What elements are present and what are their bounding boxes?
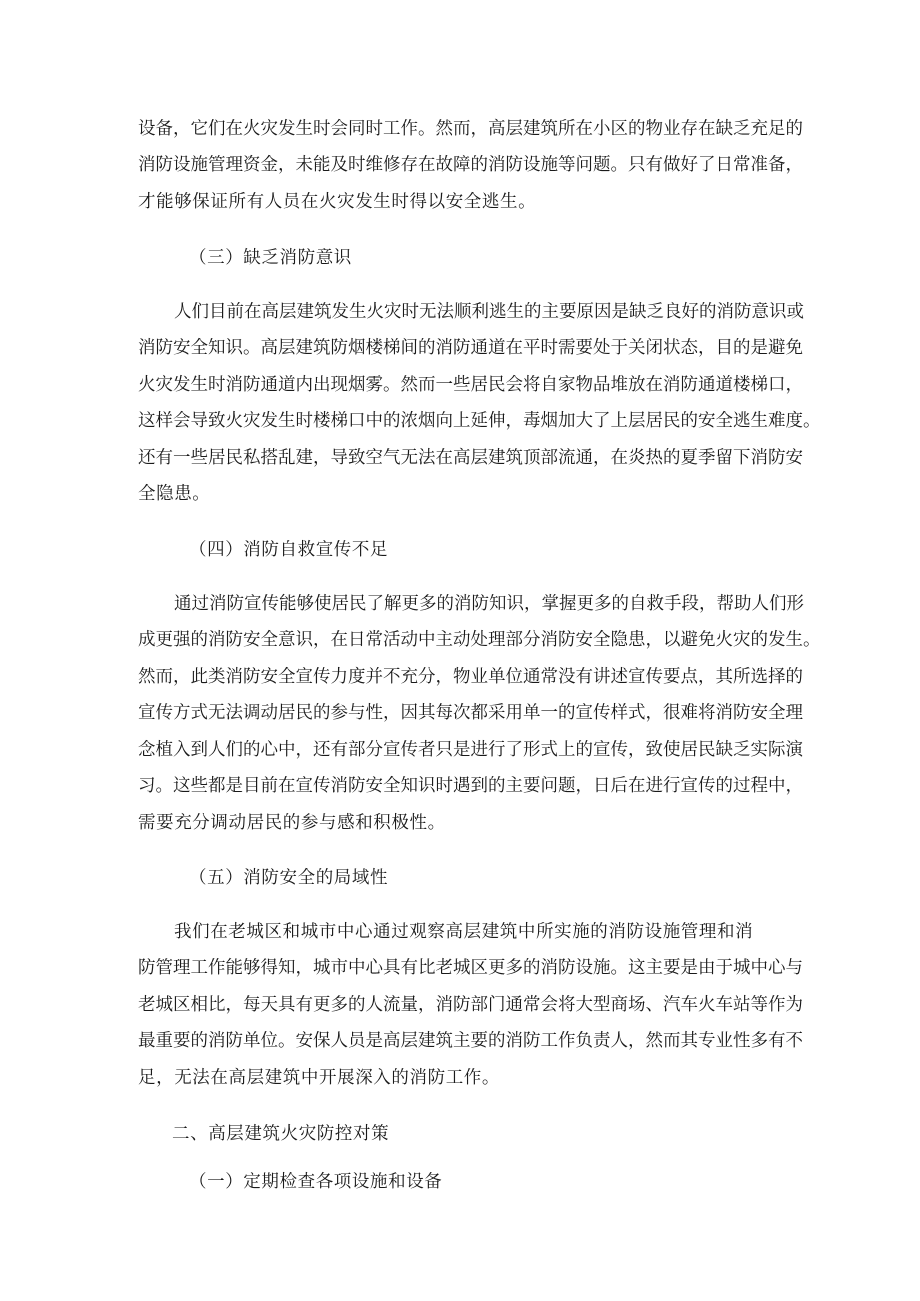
- paragraph-line: 这样会导致火灾发生时楼梯口中的浓烟向上延伸，毒烟加大了上层居民的安全逃生难度。: [138, 411, 821, 431]
- paragraph-line: 全隐患。: [138, 484, 211, 504]
- section-heading-5: （五）消防安全的局域性: [189, 868, 389, 888]
- paragraph-line: 还有一些居民私搭乱建，导致空气无法在高层建筑顶部流通，在炎热的夏季留下消防安: [138, 448, 803, 468]
- paragraph-line: 习。这些都是目前在宣传消防安全知识时遇到的主要问题，日后在进行宣传的过程中，: [138, 776, 803, 796]
- paragraph-line: 火灾发生时消防通道内出现烟雾。然而一些居民会将自家物品堆放在消防通道楼梯口，: [138, 375, 803, 395]
- paragraph-line: 通过消防宣传能够使居民了解更多的消防知识，掌握更多的自救手段，帮助人们形: [174, 594, 804, 614]
- paragraph-line: 消防安全知识。高层建筑防烟楼梯间的消防通道在平时需要处于关闭状态，目的是避免: [138, 338, 803, 358]
- paragraph-line: 老城区相比，每天具有更多的人流量，消防部门通常会将大型商场、汽车火车站等作为: [138, 995, 803, 1015]
- paragraph-line: 足，无法在高层建筑中开展深入的消防工作。: [138, 1068, 500, 1088]
- paragraph-line: 才能够保证所有人员在火灾发生时得以安全逃生。: [138, 192, 537, 212]
- paragraph-line: 宣传方式无法调动居民的参与性，因其每次都采用单一的宣传样式，很难将消防安全理: [138, 703, 803, 723]
- section-heading-4: （四）消防自救宣传不足: [189, 540, 389, 560]
- paragraph-line: 念植入到人们的心中，还有部分宣传者只是进行了形式上的宣传，致使居民缺乏实际演: [138, 740, 803, 760]
- paragraph-line: 消防设施管理资金，未能及时维修存在故障的消防设施等问题。只有做好了日常准备，: [138, 155, 803, 175]
- paragraph-line: 成更强的消防安全意识，在日常活动中主动处理部分消防安全隐患，以避免火灾的发生。: [138, 630, 821, 650]
- paragraph-line: 防管理工作能够得知，城市中心具有比老城区更多的消防设施。这主要是由于城中心与: [138, 958, 803, 978]
- section-heading-1: （一）定期检查各项设施和设备: [189, 1172, 443, 1192]
- paragraph-line: 最重要的消防单位。安保人员是高层建筑主要的消防工作负责人，然而其专业性多有不: [138, 1031, 803, 1051]
- paragraph-line: 人们目前在高层建筑发生火灾时无法顺利逃生的主要原因是缺乏良好的消防意识或: [174, 302, 804, 322]
- paragraph-line: 我们在老城区和城市中心通过观察高层建筑中所实施的消防设施管理和消: [174, 922, 754, 942]
- chapter-heading-2: 二、高层建筑火灾防控对策: [172, 1124, 390, 1144]
- section-heading-3: （三）缺乏消防意识: [189, 248, 352, 268]
- paragraph-line: 需要充分调动居民的参与感和积极性。: [138, 813, 446, 833]
- paragraph-line: 然而，此类消防安全宣传力度并不充分，物业单位通常没有讲述宣传要点，其所选择的: [138, 667, 803, 687]
- paragraph-line: 设备，它们在火灾发生时会同时工作。然而，高层建筑所在小区的物业存在缺乏充足的: [138, 119, 803, 139]
